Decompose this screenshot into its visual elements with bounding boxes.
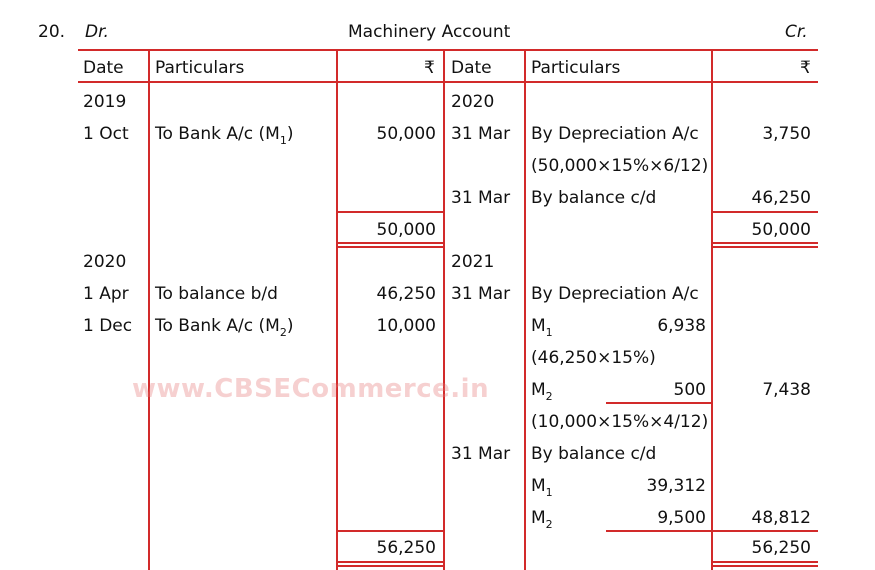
dr-to-balance-bd: To balance b/d <box>155 284 278 304</box>
cr-year-2021: 2021 <box>451 252 495 272</box>
header-particulars-cr: Particulars <box>531 58 621 78</box>
dr-year-2020: 2020 <box>83 252 127 272</box>
cr-total2-double-rule-a <box>713 561 818 563</box>
cr-m1-label: $M_1$ <box>531 316 553 339</box>
watermark-text: www.CBSECommerce.in <box>132 374 490 404</box>
dr-total1-top-rule <box>338 211 443 213</box>
cr-total1-top-rule <box>713 211 818 213</box>
cr-date-31mar-1: 31 Mar <box>451 124 511 144</box>
dr-to-bank-m1: To Bank A/c $(M_1)$ <box>155 124 294 147</box>
cr-m1-depreciation: 6,938 <box>657 316 706 336</box>
header-bottom-rule <box>78 81 818 83</box>
account-title: Machinery Account <box>348 22 511 42</box>
dr-date-1dec: 1 Dec <box>83 316 133 336</box>
cr-total-2: 56,250 <box>751 538 811 558</box>
cr-bal-subtotal-rule <box>606 530 713 532</box>
cr-total1-double-rule-a <box>713 242 818 244</box>
dr-total-2: 56,250 <box>376 538 436 558</box>
cr-m2-bal-label: $M_2$ <box>531 508 553 531</box>
cr-date-31mar-4: 31 Mar <box>451 444 511 464</box>
cr-by-depreciation-2: By Depreciation A/c <box>531 284 699 304</box>
dr-amount-46250: 46,250 <box>376 284 436 304</box>
header-top-rule <box>78 49 818 51</box>
cr-year-2020: 2020 <box>451 92 495 112</box>
cr-m2-balance: 9,500 <box>657 508 706 528</box>
cr-dep-subtotal-rule <box>606 402 713 404</box>
cr-by-depreciation-1: By Depreciation A/c <box>531 124 699 144</box>
cr-m2-depreciation: 500 <box>673 380 706 400</box>
cr-total2-top-rule <box>713 530 818 532</box>
cr-amount-7438: 7,438 <box>762 380 811 400</box>
cr-date-31mar-3: 31 Mar <box>451 284 511 304</box>
cr-total-1: 50,000 <box>751 220 811 240</box>
cr-m2-label: $M_2$ <box>531 380 553 403</box>
divider-cr-date <box>524 49 526 570</box>
cr-by-balance-cd-2: By balance c/d <box>531 444 657 464</box>
dr-amount-50000: 50,000 <box>376 124 436 144</box>
cr-date-31mar-2: 31 Mar <box>451 188 511 208</box>
dr-total2-double-rule-a <box>338 561 443 563</box>
dr-total2-top-rule <box>338 530 443 532</box>
cr-m1-calc: (46,250×15%) <box>531 348 656 368</box>
dr-total2-double-rule-b <box>338 565 443 567</box>
dr-to-bank-m2: To Bank A/c $(M_2)$ <box>155 316 294 339</box>
dr-label: Dr. <box>85 22 109 42</box>
header-date-dr: Date <box>83 58 124 78</box>
dr-total-1: 50,000 <box>376 220 436 240</box>
header-rupee-cr: ₹ <box>800 58 811 78</box>
question-number: 20. <box>38 22 66 42</box>
cr-amount-3750: 3,750 <box>762 124 811 144</box>
dr-amount-10000: 10,000 <box>376 316 436 336</box>
dr-total1-double-rule-b <box>338 246 443 248</box>
dr-date-1oct: 1 Oct <box>83 124 129 144</box>
cr-m1-balance: 39,312 <box>646 476 706 496</box>
dr-date-1apr: 1 Apr <box>83 284 129 304</box>
cr-amount-46250: 46,250 <box>751 188 811 208</box>
divider-dr-amount <box>443 49 445 570</box>
cr-total1-double-rule-b <box>713 246 818 248</box>
cr-total2-double-rule-b <box>713 565 818 567</box>
header-rupee-dr: ₹ <box>424 58 435 78</box>
dr-total1-double-rule-a <box>338 242 443 244</box>
dr-year-2019: 2019 <box>83 92 127 112</box>
cr-calc-1: (50,000×15%×6/12) <box>531 156 709 176</box>
divider-dr-date <box>148 49 150 570</box>
cr-label: Cr. <box>785 22 808 42</box>
cr-amount-48812: 48,812 <box>751 508 811 528</box>
header-particulars-dr: Particulars <box>155 58 245 78</box>
cr-m2-calc: (10,000×15%×4/12) <box>531 412 709 432</box>
header-date-cr: Date <box>451 58 492 78</box>
cr-by-balance-cd-1: By balance c/d <box>531 188 657 208</box>
cr-m1-bal-label: $M_1$ <box>531 476 553 499</box>
